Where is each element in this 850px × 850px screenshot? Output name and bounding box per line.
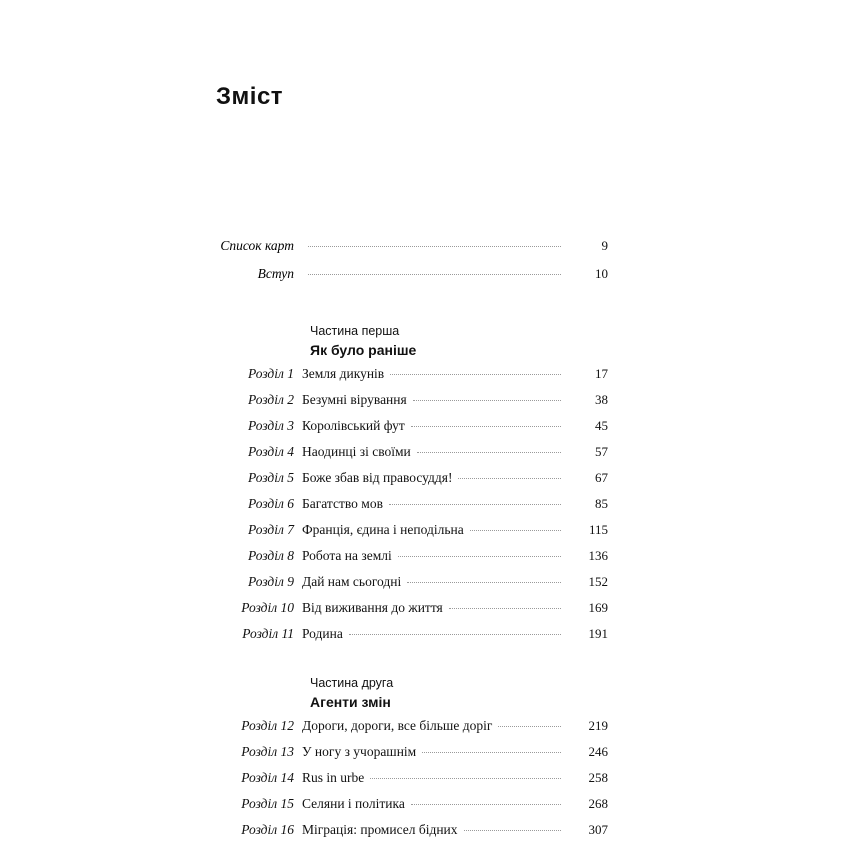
page-number: 38	[595, 392, 608, 407]
chapter-title: Дай нам сьогодні	[302, 574, 402, 589]
page-number: 152	[588, 574, 608, 589]
chapter-title: Безумні вірування	[302, 392, 407, 407]
leader-dots	[411, 426, 561, 427]
leader-dots	[417, 452, 561, 453]
table-row[interactable]	[216, 744, 608, 770]
chapter-entry	[302, 548, 566, 564]
spacer	[216, 652, 616, 658]
chapter-title: Боже збав від правосуддя!	[302, 470, 453, 485]
page-number: 307	[588, 822, 608, 837]
table-row[interactable]	[216, 418, 608, 444]
spacer	[216, 294, 616, 306]
leader-dots	[458, 478, 561, 479]
chapter-label: Розділ 15	[241, 796, 294, 811]
leader-dots	[413, 400, 561, 401]
chapter-entry	[302, 444, 566, 460]
table-row[interactable]	[216, 496, 608, 522]
chapter-label: Розділ 12	[241, 718, 294, 733]
page-number: 85	[595, 496, 608, 511]
part-section-one	[216, 324, 616, 652]
table-row[interactable]	[216, 796, 608, 822]
leader-dots	[449, 608, 561, 609]
leader-dots	[411, 804, 561, 805]
list-item[interactable]	[216, 238, 608, 266]
chapter-entry	[302, 574, 566, 590]
chapter-title: Від виживання до життя	[302, 600, 443, 615]
front-matter-list	[216, 238, 616, 294]
chapter-entry	[302, 796, 566, 812]
chapter-entry	[302, 418, 566, 434]
chapter-label: Розділ 13	[241, 744, 294, 759]
leader-dots	[398, 556, 561, 557]
page-number: 57	[595, 444, 608, 459]
table-of-contents	[216, 238, 616, 848]
page-number: 191	[588, 626, 608, 641]
page-number: 268	[588, 796, 608, 811]
leader-dots	[389, 504, 561, 505]
chapter-entry	[302, 392, 566, 408]
chapter-title: Королівський фут	[302, 418, 405, 433]
chapter-label: Розділ 3	[247, 418, 294, 433]
chapter-entry	[302, 770, 566, 786]
page-number: 45	[595, 418, 608, 433]
table-row[interactable]	[216, 366, 608, 392]
chapter-title: Rus in urbe	[302, 770, 365, 785]
part-title: Як було раніше	[310, 342, 417, 358]
table-row[interactable]	[216, 600, 608, 626]
table-row[interactable]	[216, 522, 608, 548]
page-number: 246	[588, 744, 608, 759]
chapter-title: Міграція: промисел бідних	[302, 822, 458, 837]
table-row[interactable]	[216, 574, 608, 600]
part-kicker: Частина перша	[310, 324, 400, 338]
leader-dots	[422, 752, 561, 753]
part-heading-two	[302, 676, 616, 710]
table-row[interactable]	[216, 470, 608, 496]
table-row[interactable]	[216, 392, 608, 418]
page-number: 169	[588, 600, 608, 615]
chapter-label: Розділ 4	[247, 444, 294, 459]
part-kicker: Частина друга	[310, 676, 394, 690]
chapter-entry	[302, 744, 566, 760]
page-number: 136	[588, 548, 608, 563]
chapter-title: Дороги, дороги, все більше доріг	[302, 718, 493, 733]
page-title: Зміст	[216, 83, 284, 110]
chapter-label: Розділ 2	[247, 392, 294, 407]
chapter-title: Родина	[302, 626, 343, 641]
chapter-title: Земля дикунів	[302, 366, 385, 381]
chapter-entry	[302, 718, 566, 734]
chapter-label: Розділ 7	[247, 522, 294, 537]
part-section-two	[216, 676, 616, 848]
table-row[interactable]	[216, 718, 608, 744]
front-matter-label: Список карт	[220, 238, 294, 253]
chapter-title: Наодинці зі своїми	[302, 444, 411, 459]
page-number: 9	[601, 238, 608, 253]
chapter-entry	[302, 822, 566, 838]
chapter-label: Розділ 14	[241, 770, 294, 785]
leader-dots	[464, 830, 561, 831]
chapter-label: Розділ 9	[247, 574, 294, 589]
leader-dots	[308, 274, 561, 275]
table-row[interactable]	[216, 770, 608, 796]
part-heading-one	[302, 324, 616, 358]
chapter-title: Робота на землі	[302, 548, 392, 563]
chapter-entry	[302, 470, 566, 486]
front-matter-label: Вступ	[257, 266, 294, 281]
table-row[interactable]	[216, 822, 608, 848]
chapter-label: Розділ 5	[247, 470, 294, 485]
part-title: Агенти змін	[310, 694, 391, 710]
page-number: 115	[588, 522, 608, 537]
chapter-entry	[302, 496, 566, 512]
chapter-label: Розділ 6	[247, 496, 294, 511]
chapter-label: Розділ 10	[241, 600, 294, 615]
page-number: 219	[588, 718, 608, 733]
leader-dots	[470, 530, 561, 531]
leader-dots	[407, 582, 561, 583]
chapter-entry	[302, 626, 566, 642]
page-number: 67	[595, 470, 608, 485]
table-row[interactable]	[216, 444, 608, 470]
page-number: 10	[595, 266, 608, 281]
chapter-label: Розділ 11	[242, 626, 294, 641]
page-number: 258	[588, 770, 608, 785]
leader-dots	[370, 778, 561, 779]
leader-dots	[349, 634, 561, 635]
leader-dots	[498, 726, 561, 727]
table-row[interactable]	[216, 626, 608, 652]
chapter-title: Багатство мов	[302, 496, 383, 511]
chapter-label: Розділ 8	[247, 548, 294, 563]
chapter-label: Розділ 1	[247, 366, 294, 381]
table-row[interactable]	[216, 548, 608, 574]
chapter-title: Селяни і політика	[302, 796, 405, 811]
chapter-title: Франція, єдина і неподільна	[302, 522, 464, 537]
chapter-title: У ногу з учорашнім	[302, 744, 417, 759]
leader-dots	[308, 246, 561, 247]
chapter-entry	[302, 366, 566, 382]
list-item[interactable]	[216, 266, 608, 294]
chapter-entry	[302, 600, 566, 616]
chapter-entry	[302, 522, 566, 538]
chapter-label: Розділ 16	[241, 822, 294, 837]
page-number: 17	[595, 366, 608, 381]
leader-dots	[390, 374, 561, 375]
